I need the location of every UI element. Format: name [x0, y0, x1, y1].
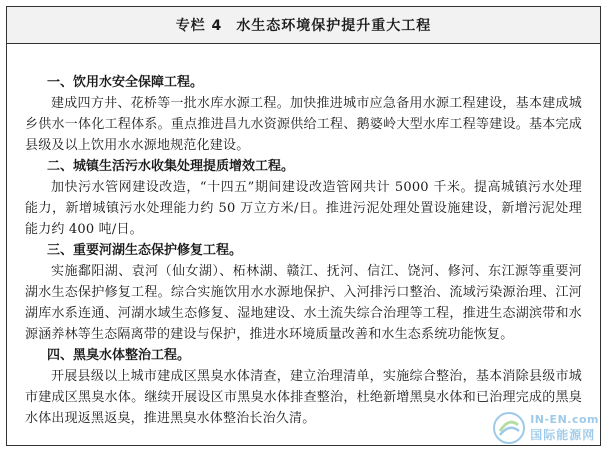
section-body-4: 开展县级以上城市建成区黑臭水体清查，建立治理清单，实施综合整治，基本消除县级市城市建成区黑臭水体。继续开展设区市黑臭水体排查整治，杜绝新增黑臭水体和已治理完成的黑臭水体出现返黑返臭，推进黑臭水体整治长治久清。 — [25, 369, 582, 426]
column-label: 专栏 4 — [175, 18, 223, 34]
section-heading-1: 一、饮用水安全保障工程。 — [47, 75, 204, 90]
watermark-cn: 国际能源网 — [530, 428, 596, 442]
column-title: 水生态环境保护提升重大工程 — [236, 18, 432, 34]
watermark — [492, 411, 599, 445]
section-body-3: 实施鄱阳湖、袁河（仙女湖）、柘林湖、赣江、抚河、信江、饶河、修河、东江源等重要河湖水生态保护修复工程。综合实施饮用水水源地保护、入河排污口整治、流域污染源治理、江河湖库水系连通、河湖水域生态修复、湿地建设、水土流失综合治理等工程，推进生态湖滨带和水源涵养林等生态隔离带的建设与保护，推进水环境质量改善和水生态系统功能恢复。 — [25, 264, 582, 342]
watermark-text — [530, 413, 599, 443]
section-body-1: 建成四方井、花桥等一批水库水源工程。加快推进城市应急备用水源工程建设，基本建成城乡供水一体化工程体系。重点推进昌九水资源供给工程、鹅婆岭大型水库工程等建设。基本完成县级及以上饮用水水源地规范化建设。 — [25, 96, 582, 153]
column-content — [7, 44, 600, 429]
special-column-box — [6, 6, 601, 446]
watermark-en: IN-EN.com — [530, 413, 599, 426]
section-heading-4: 四、黑臭水体整治工程。 — [47, 348, 191, 363]
section-heading-2: 二、城镇生活污水收集处理提质增效工程。 — [47, 159, 295, 174]
section-body-2: 加快污水管网建设改造，“十四五”期间建设改造管网共计 5000 千米。提高城镇污水处理能力，新增城镇污水处理能力约 50 万立方米/日。推进污泥处理处置设施建设，新增污泥处理能力约 400 吨/日。 — [25, 180, 582, 237]
in-en-logo-icon — [492, 411, 526, 445]
section-heading-3: 三、重要河湖生态保护修复工程。 — [47, 243, 243, 258]
column-title-bar — [7, 7, 600, 44]
